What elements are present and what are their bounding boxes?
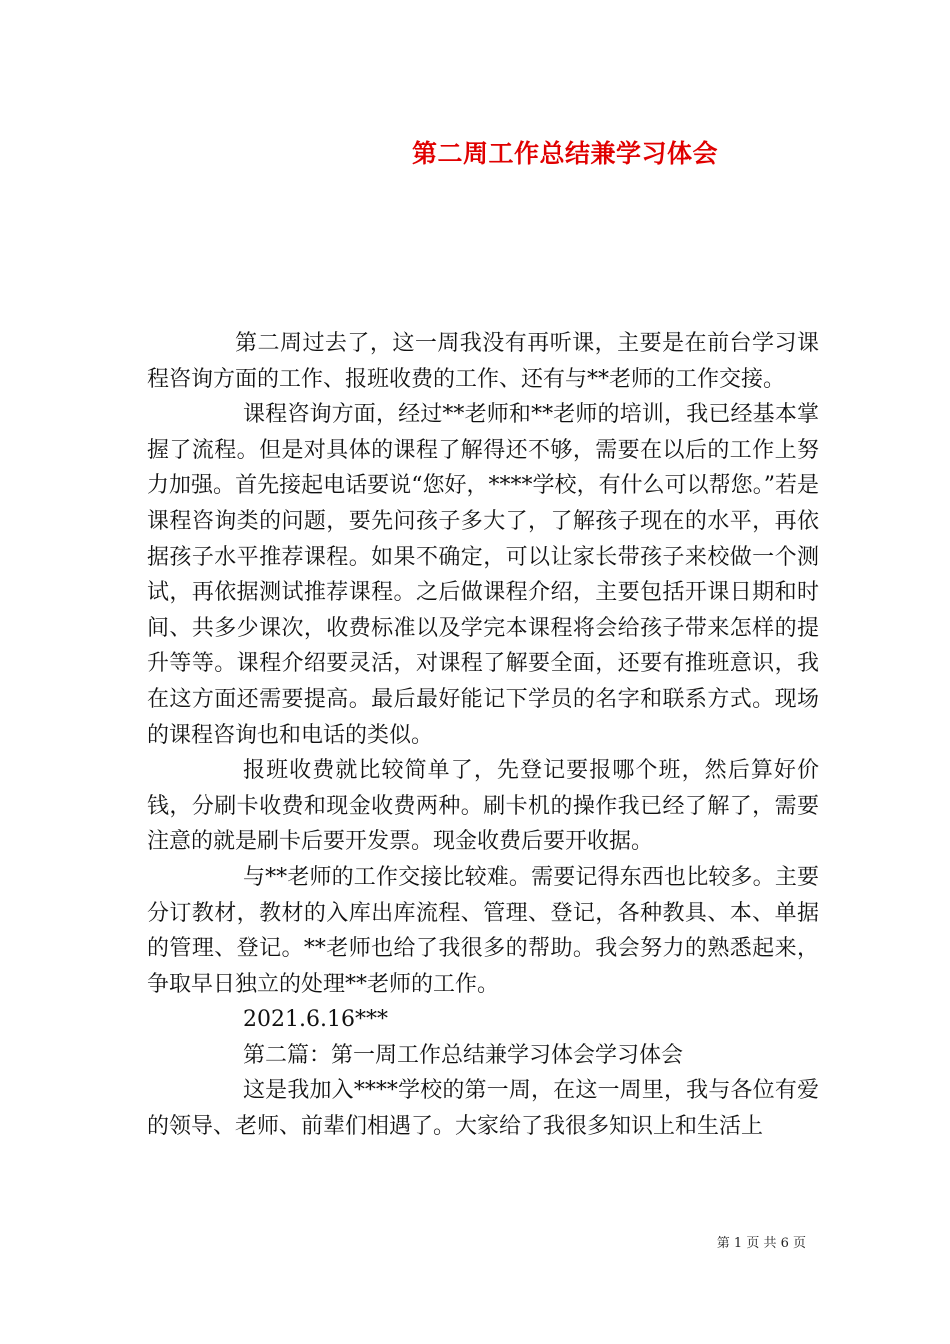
paragraph-5: 这是我加入****学校的第一周，在这一周里，我与各位有爱的领导、老师、前辈们相遇了。大家给了我很多知识上和生活上 [147, 1078, 819, 1140]
section-heading: 第二篇：第一周工作总结兼学习体会学习体会 [243, 1042, 684, 1068]
document-title: 第二周工作总结兼学习体会 [412, 139, 719, 168]
paragraph-4: 与**老师的工作交接比较难。需要记得东西也比较多。主要分订教材，教材的入库出库流程、管理、登记，各种教具、本、单据的管理、登记。**老师也给了我很多的帮助。我会努力的熟悉起来，争取早日独立的处理**老师的工作。 [147, 864, 819, 997]
page-footer: 第 1 页 共 6 页 [716, 1236, 806, 1251]
paragraph-1: 第二周过去了，这一周我没有再听课，主要是在前台学习课程咨询方面的工作、报班收费的工作、还有与**老师的工作交接。 [147, 331, 819, 392]
paragraph-2: 课程咨询方面，经过**老师和**老师的培训，我已经基本掌握了流程。但是对具体的课程了解得还不够，需要在以后的工作上努力加强。首先接起电话要说“您好，****学校，有什么可以帮您。”若是课程咨询类的问题，要先问孩子多大了，了解孩子现在的水平，再依据孩子水平推荐课程。如果不确定，可以让家长带孩子来校做一个测试，再依据测试推荐课程。之后做课程介绍，主要包括开课日期和时间、共多少课次，收费标准以及学完本课程将会给孩子带来怎样的提升等等。课程介绍要灵活，对课程了解要全面，还要有推班意识，我在这方面还需要提高。最后最好能记下学员的名字和联系方式。现场的课程咨询也和电话的类似。 [147, 402, 819, 748]
date-line: 2021.6.16*** [243, 1007, 388, 1033]
paragraph-3: 报班收费就比较简单了，先登记要报哪个班，然后算好价钱，分刷卡收费和现金收费两种。刷卡机的操作我已经了解了，需要注意的就是刷卡后要开发票。现金收费后要开收据。 [147, 758, 819, 855]
document-body [147, 326, 819, 1145]
